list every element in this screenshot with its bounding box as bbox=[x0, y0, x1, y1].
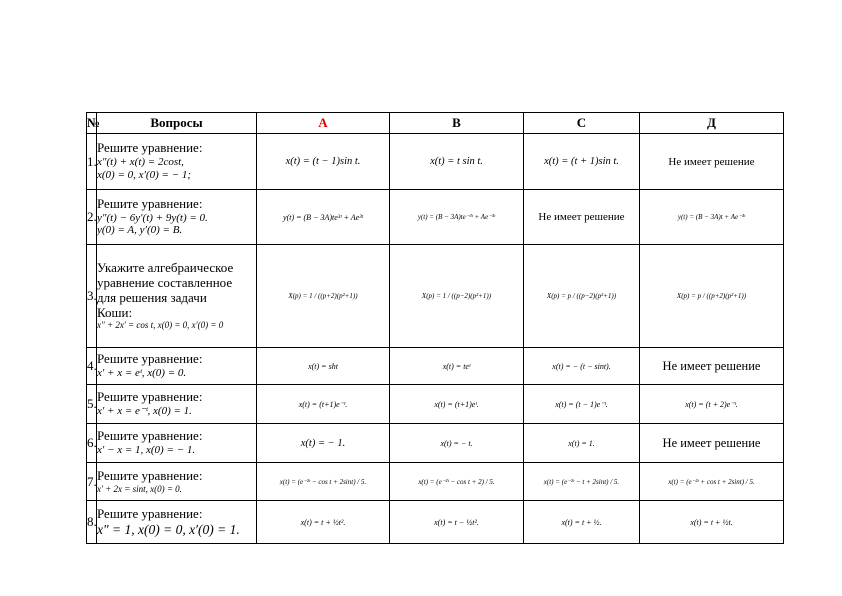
question-prompt-line: уравнение составленное bbox=[97, 274, 233, 290]
answer-a: x(t) = (t+1)e⁻ᵗ. bbox=[257, 385, 390, 424]
answer-d: x(t) = (e⁻²ᵗ + cos t + 2sint) / 5. bbox=[640, 463, 784, 501]
question-prompt: Решите уравнение: bbox=[97, 195, 203, 211]
answer-d: X(p) = p / ((p+2)(p²+1)) bbox=[640, 245, 784, 348]
question-equation: x′ + x = e⁻ᵗ, x(0) = 1. bbox=[97, 405, 192, 418]
answer-d: Не имеет решение bbox=[640, 424, 784, 463]
question-prompt-line: Коши: bbox=[97, 304, 133, 320]
answer-a: x(t) = (t − 1)sin t. bbox=[257, 134, 390, 190]
answer-c: x(t) = (t − 1)e⁻ᵗ. bbox=[524, 385, 640, 424]
question-prompt-line: для решения задачи bbox=[97, 289, 207, 305]
header-row bbox=[87, 113, 784, 134]
answer-c: x(t) = 1. bbox=[524, 424, 640, 463]
answer-b: x(t) = (e⁻²ᵗ − cos t + 2) / 5. bbox=[390, 463, 524, 501]
answer-a: x(t) = t + ½t². bbox=[257, 501, 390, 544]
question-prompt: Решите уравнение: bbox=[97, 389, 203, 405]
header-option-b: B bbox=[390, 113, 524, 134]
answer-d: x(t) = t + ½t. bbox=[640, 501, 784, 544]
question-cell bbox=[97, 348, 257, 385]
question-equation: x″(t) + x(t) = 2cost, bbox=[97, 156, 184, 169]
header-option-c: C bbox=[524, 113, 640, 134]
answer-b: X(p) = 1 / ((p−2)(p²+1)) bbox=[390, 245, 524, 348]
answer-d: Не имеет решение bbox=[640, 348, 784, 385]
row-number: 6. bbox=[87, 424, 97, 463]
answer-d: Не имеет решение bbox=[640, 134, 784, 190]
answer-a: x(t) = (e⁻²ᵗ − cos t + 2sint) / 5. bbox=[257, 463, 390, 501]
row-number: 5. bbox=[87, 385, 97, 424]
table-row bbox=[87, 348, 784, 385]
answer-c: x(t) = − (t − sint). bbox=[524, 348, 640, 385]
row-number: 2. bbox=[87, 190, 97, 245]
table-row bbox=[87, 385, 784, 424]
question-cell bbox=[97, 245, 257, 348]
row-number: 4. bbox=[87, 348, 97, 385]
question-prompt: Решите уравнение: bbox=[97, 351, 203, 367]
answer-a: x(t) = − 1. bbox=[257, 424, 390, 463]
table-row bbox=[87, 134, 784, 190]
table-row bbox=[87, 190, 784, 245]
question-prompt: Решите уравнение: bbox=[97, 505, 203, 521]
answer-c: X(p) = p / ((p−2)(p²+1)) bbox=[524, 245, 640, 348]
row-number: 3. bbox=[87, 245, 97, 348]
question-equation: x′ − x = 1, x(0) = − 1. bbox=[97, 444, 196, 457]
answer-c: x(t) = t + ½. bbox=[524, 501, 640, 544]
question-equation: x″ = 1, x(0) = 0, x′(0) = 1. bbox=[97, 521, 240, 537]
question-cell bbox=[97, 385, 257, 424]
table-row bbox=[87, 501, 784, 544]
answer-b: y(t) = (B − 3A)te⁻³ᵗ + Ae⁻³ᵗ bbox=[390, 190, 524, 245]
question-equation: x′ + x = eᵗ, x(0) = 0. bbox=[97, 367, 187, 380]
row-number: 8. bbox=[87, 501, 97, 544]
question-equation: x″ + 2x′ = cos t, x(0) = 0, x′(0) = 0 bbox=[97, 320, 224, 331]
answer-b: x(t) = (t+1)eᵗ. bbox=[390, 385, 524, 424]
answer-d: y(t) = (B − 3A)t + Ae⁻³ᵗ bbox=[640, 190, 784, 245]
answer-b: x(t) = t − ½t². bbox=[390, 501, 524, 544]
answer-b: x(t) = − t. bbox=[390, 424, 524, 463]
question-cell bbox=[97, 190, 257, 245]
row-number: 1. bbox=[87, 134, 97, 190]
table-row bbox=[87, 424, 784, 463]
question-cell bbox=[97, 463, 257, 501]
question-equation: x′ + 2x = sint, x(0) = 0. bbox=[97, 483, 182, 494]
answer-b: x(t) = t sin t. bbox=[390, 134, 524, 190]
answer-c: Не имеет решение bbox=[524, 190, 640, 245]
header-option-a: A bbox=[257, 113, 390, 134]
header-option-d: Д bbox=[640, 113, 784, 134]
question-prompt: Решите уравнение: bbox=[97, 467, 203, 483]
questions-table bbox=[86, 112, 784, 544]
row-number: 7. bbox=[87, 463, 97, 501]
question-cell bbox=[97, 424, 257, 463]
question-equation: y″(t) − 6y′(t) + 9y(t) = 0. bbox=[97, 211, 208, 224]
answer-c: x(t) = (t + 1)sin t. bbox=[524, 134, 640, 190]
question-prompt: Решите уравнение: bbox=[97, 140, 203, 156]
header-num: № bbox=[87, 113, 97, 134]
question-cell bbox=[97, 134, 257, 190]
answer-d: x(t) = (t + 2)e⁻ᵗ. bbox=[640, 385, 784, 424]
question-prompt: Решите уравнение: bbox=[97, 428, 203, 444]
question-condition: y(0) = A, y′(0) = B. bbox=[97, 224, 183, 237]
answer-a: x(t) = sht bbox=[257, 348, 390, 385]
answer-c: x(t) = (e⁻²ᵗ − t + 2sint) / 5. bbox=[524, 463, 640, 501]
question-prompt-line: Укажите алгебраическое bbox=[97, 260, 234, 276]
answer-a: X(p) = 1 / ((p+2)(p²+1)) bbox=[257, 245, 390, 348]
header-questions: Вопросы bbox=[97, 113, 257, 134]
question-cell bbox=[97, 501, 257, 544]
table-row bbox=[87, 463, 784, 501]
table-row bbox=[87, 245, 784, 348]
answer-a: y(t) = (B − 3A)te³ᵗ + Ae³ᵗ bbox=[257, 190, 390, 245]
question-condition: x(0) = 0, x′(0) = − 1; bbox=[97, 168, 192, 181]
answer-b: x(t) = teᵗ bbox=[390, 348, 524, 385]
